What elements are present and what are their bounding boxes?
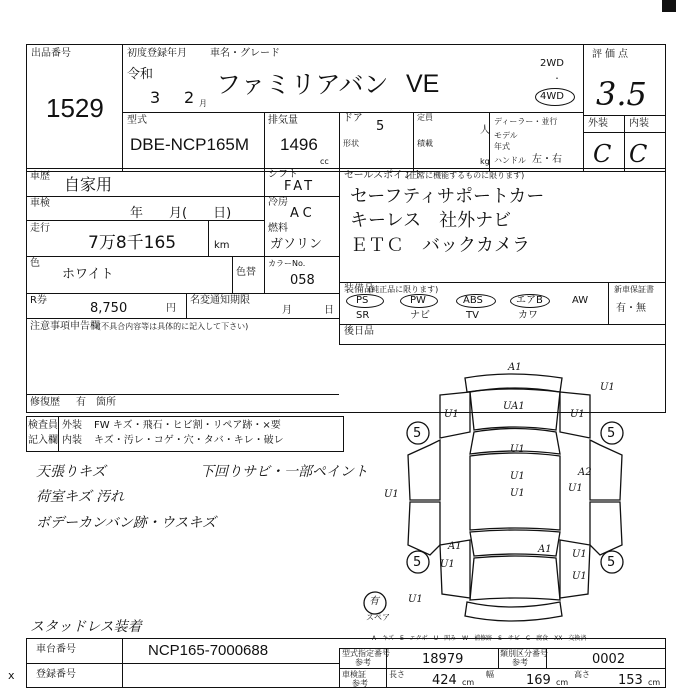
handle-value: 左・右 [532,154,562,165]
length-label: 長さ [389,670,405,679]
divider [498,648,499,668]
new-warranty-value: 有・無 [616,303,646,314]
diagram-legend: A—キズ E—エクボ U—凹み W—補修跡 S—サビ C—腐食 XX—交換済 [372,635,587,642]
mileage-value: 7万8千165 [88,233,177,253]
history-value: 自家用 [64,175,113,194]
equip-ps: PS [356,295,369,306]
equip-aw: AW [572,295,589,306]
doors-value: 5 [376,119,385,134]
car-name: ファミリアバン [216,70,389,99]
sales-points-label: セールスポイント [344,170,424,181]
displacement-label: 排気量 [268,115,298,126]
color-code-label: カラーNo. [268,259,306,268]
mark-15: U1 [572,549,587,560]
registration-month-unit: 月 [199,99,207,108]
color-change-label: 色替 [236,267,256,278]
mileage-label: 走行 [30,223,50,234]
mark-14: A1 [538,544,552,555]
tire-rear-left: 5 [413,555,422,570]
height-unit: cm [648,678,661,687]
exterior-label: 外装 [588,118,608,129]
inspector-label-2: 記入欄 [28,435,58,446]
notes-note: (不具合内容等は具体的に記入して下さい) [98,322,249,331]
load-label: 積載 [417,139,433,148]
inspector-exterior-label: 外装 [62,420,82,431]
equip-tv: TV [466,310,479,321]
ac-label: 冷房 [268,197,288,208]
width-unit: cm [556,678,569,687]
mileage-unit: km [214,240,230,251]
length-unit: cm [462,678,475,687]
inspection-label: 車検 [30,198,50,209]
model-year-year: 年式 [494,142,510,151]
sales-point-3: ＥＴＣ バックカメラ [350,235,530,256]
handwritten-1: 天張りキズ [36,464,106,480]
color-value: ホワイト [62,267,114,282]
registration-era: 令和 [127,67,154,82]
inspector-interior-items: キズ・汚レ・コゲ・穴・タバ・キレ・破レ [94,435,284,446]
interior-label: 内装 [629,118,649,129]
rating-label: 評価点 [592,49,631,60]
category-sub: 参考 [512,658,528,667]
lot-number: 1529 [46,93,104,123]
chassis-value: NCP165-7000688 [148,642,269,659]
height-label: 高さ [574,670,590,679]
mark-6: U1 [510,444,525,455]
sales-point-2: キーレス 社外ナビ [350,210,512,231]
tire-front-right: 5 [607,426,616,441]
recycle-value: 8,750 [90,301,128,316]
registration-year: 3 [150,88,161,107]
equip-leather: カワ [518,310,538,321]
length-value: 424 [432,673,457,688]
load-unit: kg [480,157,490,166]
tire-front-left: 5 [413,426,422,441]
ac-value: AC [290,206,316,221]
recycle-unit: 円 [166,303,176,314]
divider [122,638,123,688]
equipment-note: (純正品に限ります) [368,285,439,294]
mark-9: U1 [510,488,525,499]
type-designation-label: 型式指定番号 [342,649,390,658]
displacement-unit: cc [320,157,329,166]
mark-16: U1 [572,571,587,582]
model-label: 型式 [127,115,147,126]
fuel-label: 燃料 [268,223,288,234]
mark-17: U1 [408,594,423,605]
spare-value: 有 [369,596,379,607]
fuel-value: ガソリン [270,237,323,252]
divider [26,663,339,664]
capacity-unit: 人 [480,125,490,136]
car-grade: VE [406,70,440,98]
type-designation-sub: 参考 [355,658,371,667]
divider [339,668,666,669]
registration-label: 初度登録年月 [127,48,187,59]
color-label: 色 [30,258,40,269]
title-expiry-month: 月 [282,305,292,316]
new-warranty-label: 新車保証書 [614,285,654,294]
doors-label: ドア [343,113,363,124]
shape-label: 形状 [343,139,359,148]
spare-label: スペア [366,613,390,622]
rating-score: 3.5 [596,75,647,113]
category-value: 0002 [592,652,626,667]
repair-label: 修復歴 [30,397,60,408]
title-expiry-label: 名変通知期限 [190,295,250,306]
dimensions-sub: 参考 [352,679,368,688]
displacement-value: 1496 [280,135,318,154]
category-label: 類別区分番号 [500,649,548,658]
height-value: 153 [618,673,643,688]
mark-10: U1 [384,489,399,500]
inspection-value: 年 月( 日) [130,206,232,221]
sales-points-note: (正常に機能するものに限ります) [406,171,525,180]
mark-12: A1 [448,541,462,552]
exterior-grade: C [593,140,612,168]
model-value: DBE-NCP165M [130,135,250,154]
handwritten-3: ボデーカンバン跡・ウスキズ [36,515,217,531]
corner-mark [662,0,676,12]
width-value: 169 [526,673,551,688]
title-expiry-day: 日 [324,305,334,316]
model-year-model: モデル [494,131,518,140]
equipment-label: 装備品 [344,284,374,295]
mark-2: U1 [444,409,459,420]
interior-grade: C [629,140,648,168]
history-label: 車歴 [30,171,50,182]
sales-point-1: セーフティサポートカー [350,186,545,207]
handle-label: ハンドル [494,156,526,165]
handwritten-2: 荷室キズ 汚れ [36,489,125,505]
drive-2wd: 2WD [540,58,564,69]
inspector-interior-label: 内装 [62,435,82,446]
car-name-label: 車名・グレード [210,48,280,59]
repair-value: 有 箇所 [76,397,116,408]
mark-13: U1 [440,559,455,570]
capacity-label: 定員 [417,113,433,122]
registration-month: 2 [184,88,195,107]
equip-sr: SR [356,310,370,321]
handwritten-bottom: スタッドレス装着 [30,619,142,635]
inspector-exterior-items: FW キズ・飛石・ヒビ割・リペア跡・×要 [94,420,281,431]
handwritten-4: 下回りサビ・一部ペイント [200,464,368,480]
width-label: 幅 [486,670,494,679]
equip-airb: エアB [516,295,543,306]
mark-7: U1 [510,471,525,482]
equip-navi: ナビ [410,310,430,321]
shift-value: FAT [284,179,316,194]
notes-label: 注意事項申告欄 [30,321,100,332]
mark-8: A2 [578,467,592,478]
equip-pw: PW [410,295,426,306]
recycle-label: R券 [30,295,47,306]
drive-dot: ・ [553,74,561,83]
chassis-label: 車台番号 [36,644,76,655]
mark-3: UA1 [503,401,525,412]
mark-4: U1 [600,382,615,393]
mark-1: A1 [508,362,522,373]
tire-rear-right: 5 [607,555,616,570]
equip-abs: ABS [463,295,483,306]
inspector-label-1: 検査員 [28,420,58,431]
color-code: 058 [290,273,315,288]
lot-label: 出品番号 [31,48,71,59]
drive-4wd: 4WD [540,91,564,102]
shift-label: シフト [268,169,298,180]
reg-number-label: 登録番号 [36,669,76,680]
x-mark: x [8,669,15,682]
type-designation-value: 18979 [422,652,464,667]
mark-11: U1 [568,483,583,494]
mark-5: U1 [570,409,585,420]
dimensions-label: 車検証 [342,670,366,679]
dealer-label: ディーラー・並行 [494,117,558,126]
rear-seat-label: 後日品 [344,326,374,337]
